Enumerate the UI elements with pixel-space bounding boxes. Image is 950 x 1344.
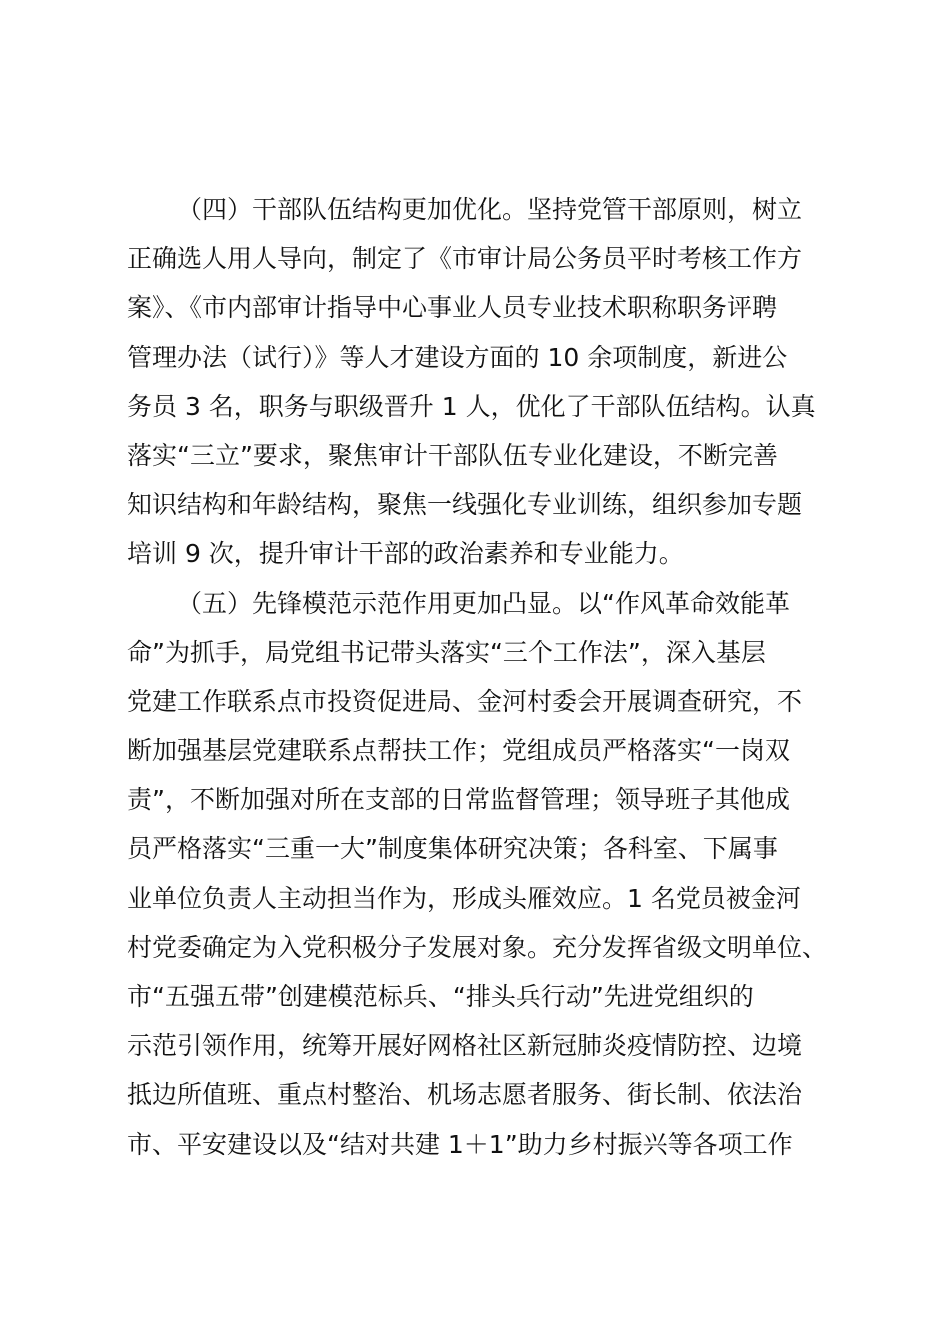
text-line: 务员 3 名，职务与职级晋升 1 人，优化了干部队伍结构。认真: [127, 391, 816, 421]
text-line: 市、平安建设以及“结对共建 1＋1”助力乡村振兴等各项工作: [127, 1129, 793, 1159]
text-line: （四）干部队伍结构更加优化。坚持党管干部原则，树立: [177, 195, 803, 224]
text-line: 示范引领作用，统筹开展好网格社区新冠肺炎疫情防控、边境: [127, 1031, 803, 1061]
paragraph-cadre-structure: [127, 185, 837, 579]
text-line: 业单位负责人主动担当作为，形成头雁效应。1 名党员被金河: [127, 883, 801, 913]
text-line: 正确选人用人导向，制定了《市审计局公务员平时考核工作方: [127, 244, 803, 274]
text-line: 命”为抓手，局党组书记带头落实“三个工作法”，深入基层: [127, 637, 766, 667]
text-line: 责”，不断加强对所在支部的日常监督管理；领导班子其他成: [127, 785, 790, 815]
text-line: 市“五强五带”创建模范标兵、“排头兵行动”先进党组织的: [127, 982, 754, 1011]
text-line: 员严格落实“三重一大”制度集体研究决策；各科室、下属事: [127, 834, 778, 864]
text-line: 知识结构和年龄结构，聚焦一线强化专业训练，组织参加专题: [127, 490, 803, 520]
text-line: （五）先锋模范示范作用更加凸显。以“作风革命效能革: [177, 588, 790, 618]
text-line: 抵边所值班、重点村整治、机场志愿者服务、街长制、依法治: [127, 1080, 803, 1110]
document-body: [127, 185, 837, 1169]
text-line: 管理办法（试行）》等人才建设方面的 10 余项制度，新进公: [127, 342, 788, 372]
text-line: 党建工作联系点市投资促进局、金河村委会开展调查研究，不: [127, 686, 803, 716]
paragraph-vanguard-role: [127, 579, 837, 1169]
text-line: 案》、《市内部审计指导中心事业人员专业技术职称职务评聘: [127, 293, 778, 323]
text-line: 落实“三立”要求，聚焦审计干部队伍专业化建设，不断完善: [127, 440, 778, 470]
text-line: 培训 9 次，提升审计干部的政治素养和专业能力。: [127, 539, 684, 569]
text-line: 村党委确定为入党积极分子发展对象。充分发挥省级文明单位、: [127, 932, 828, 962]
text-line: 断加强基层党建联系点帮扶工作；党组成员严格落实“一岗双: [127, 736, 790, 766]
